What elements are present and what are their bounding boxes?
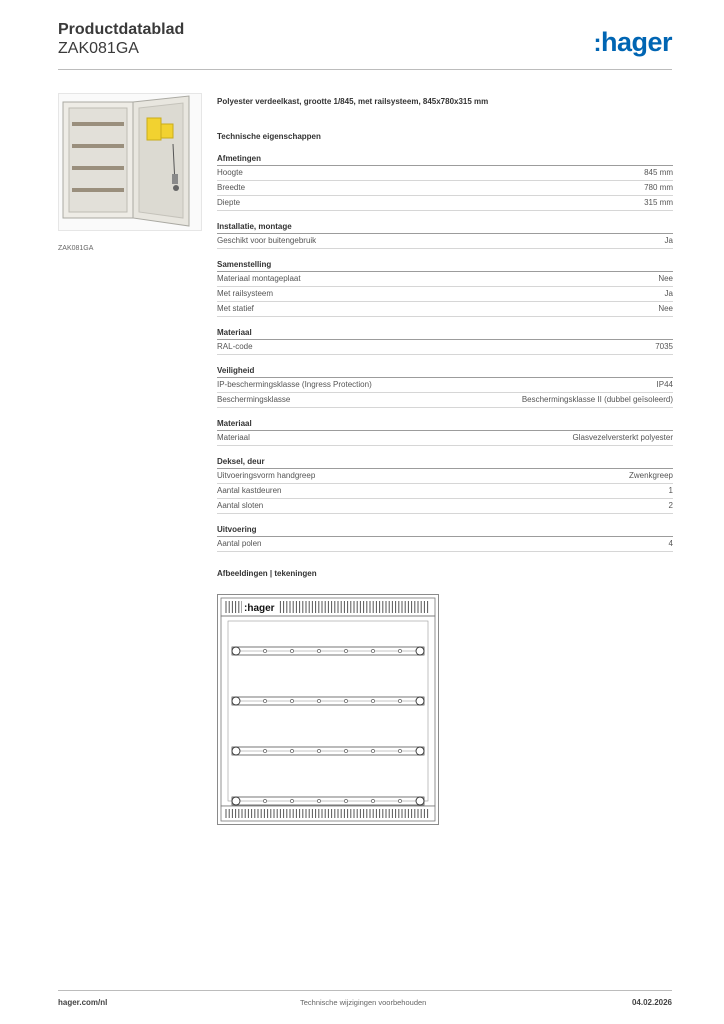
section-title: Materiaal [217, 327, 673, 340]
spec-sections [217, 153, 673, 552]
section-title: Installatie, montage [217, 221, 673, 234]
spec-row [217, 469, 673, 484]
footer-date: 04.02.2026 [631, 998, 672, 1007]
section-title: Veiligheid [217, 365, 673, 378]
spec-value: Ja [664, 289, 673, 298]
spec-section [217, 259, 673, 317]
spec-label: Breedte [217, 183, 246, 192]
figures-heading: Afbeeldingen | tekeningen [217, 569, 317, 578]
spec-section [217, 418, 673, 446]
din-rail [232, 697, 424, 705]
spec-value: 315 mm [644, 198, 673, 207]
header-divider [58, 69, 672, 70]
spec-row [217, 166, 673, 181]
spec-value: 845 mm [644, 168, 673, 177]
spec-value: 780 mm [644, 183, 673, 192]
spec-section [217, 456, 673, 514]
document-title: Productdatablad [58, 21, 185, 38]
spec-section [217, 365, 673, 408]
svg-text::hager: :hager [244, 603, 275, 614]
spec-value: 7035 [655, 342, 673, 351]
spec-row [217, 340, 673, 355]
spec-value: Zwenkgreep [628, 471, 673, 480]
spec-label: Diepte [217, 198, 241, 207]
section-title: Materiaal [217, 418, 673, 431]
footer-website-link[interactable]: hager.com/nl [58, 998, 108, 1007]
section-title: Afmetingen [217, 153, 673, 166]
hager-logo: :hager [593, 27, 672, 57]
spec-value: 2 [668, 501, 673, 510]
spec-label: Aantal sloten [217, 501, 264, 510]
din-rail [232, 647, 424, 655]
din-rail [232, 797, 424, 805]
spec-value: Beschermingsklasse II (dubbel geïsoleerd) [521, 395, 673, 404]
spec-row [217, 181, 673, 196]
spec-label: Materiaal [217, 433, 250, 442]
section-title: Deksel, deur [217, 456, 673, 469]
spec-row [217, 393, 673, 408]
technical-drawing [217, 594, 439, 825]
spec-row [217, 431, 673, 446]
spec-label: Hoogte [217, 168, 243, 177]
spec-row [217, 378, 673, 393]
spec-label: RAL-code [217, 342, 253, 351]
spec-row [217, 272, 673, 287]
technical-properties-heading: Technische eigenschappen [217, 132, 321, 141]
spec-value: Glasvezelversterkt polyester [572, 433, 673, 442]
section-title: Samenstelling [217, 259, 673, 272]
spec-label: Materiaal montageplaat [217, 274, 301, 283]
spec-label: Met railsysteem [217, 289, 274, 298]
spec-row [217, 196, 673, 211]
spec-value: Nee [658, 304, 673, 313]
spec-label: IP-beschermingsklasse (Ingress Protection) [217, 380, 372, 389]
spec-value: 4 [668, 539, 673, 548]
spec-row [217, 499, 673, 514]
spec-label: Uitvoeringsvorm handgreep [217, 471, 316, 480]
spec-section [217, 221, 673, 249]
spec-content [217, 96, 673, 580]
din-rail [232, 747, 424, 755]
spec-value: Ja [664, 236, 673, 245]
spec-value: Nee [658, 274, 673, 283]
photo-caption: ZAK081GA [58, 245, 94, 252]
spec-row [217, 287, 673, 302]
section-title: Uitvoering [217, 524, 673, 537]
spec-value: IP44 [656, 380, 673, 389]
footer-disclaimer: Technische wijzigingen voorbehouden [300, 998, 427, 1007]
footer-divider [58, 990, 672, 991]
spec-row [217, 537, 673, 552]
product-code: ZAK081GA [58, 40, 139, 57]
spec-row [217, 234, 673, 249]
spec-label: Aantal kastdeuren [217, 486, 282, 495]
spec-label: Geschikt voor buitengebruik [217, 236, 317, 245]
spec-row [217, 484, 673, 499]
spec-label: Beschermingsklasse [217, 395, 291, 404]
product-photo [58, 93, 202, 231]
spec-section [217, 327, 673, 355]
spec-section [217, 524, 673, 552]
spec-value: 1 [668, 486, 673, 495]
spec-label: Aantal polen [217, 539, 262, 548]
product-description: Polyester verdeelkast, grootte 1/845, met railsysteem, 845x780x315 mm [217, 97, 489, 106]
spec-row [217, 302, 673, 317]
spec-section [217, 153, 673, 211]
spec-label: Met statief [217, 304, 254, 313]
